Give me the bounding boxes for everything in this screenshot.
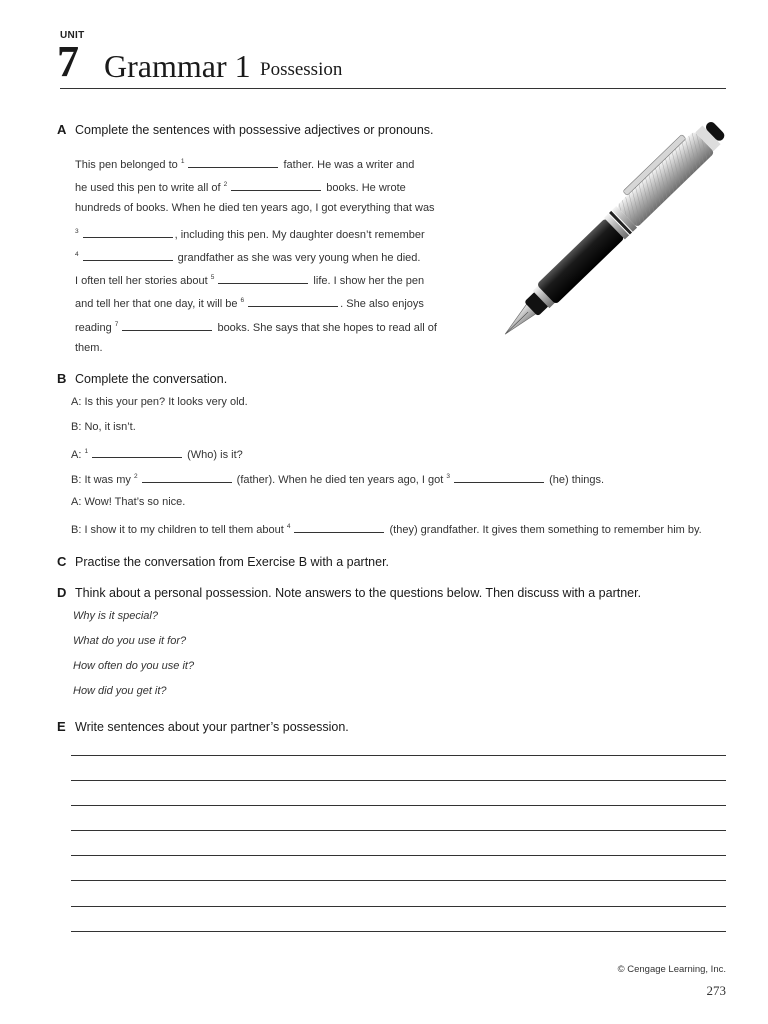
dialogue-line-5: A: Wow! That’s so nice. (71, 496, 186, 508)
writing-line[interactable] (71, 880, 726, 881)
section-a-line-7: and tell her that one day, it will be $^6$ . She also enjoys (75, 297, 424, 310)
unit-number: 7 (57, 37, 79, 86)
writing-line[interactable] (71, 830, 726, 831)
writing-line[interactable] (71, 755, 726, 756)
question-2: What do you use it for? (73, 635, 187, 647)
dialogue-line-1: A: Is this your pen? It looks very old. (71, 396, 248, 408)
answer-blank-a6[interactable] (248, 296, 338, 307)
header-divider (60, 88, 726, 89)
section-d-letter: D (57, 585, 67, 600)
writing-line[interactable] (71, 906, 726, 907)
copyright-notice: © Cengage Learning, Inc. (617, 964, 726, 975)
dialogue-line-3: A: $^1$ (Who) is it? (71, 448, 243, 461)
fountain-pen-image (468, 120, 758, 340)
section-d-instruction: Think about a personal possession. Note answers to the questions below. Then discuss with a partner. (75, 586, 642, 600)
answer-blank-a7[interactable] (122, 320, 212, 331)
writing-line[interactable] (71, 855, 726, 856)
answer-blank-b3[interactable] (454, 472, 544, 483)
page-title: Grammar 1 (104, 48, 251, 84)
section-b-instruction: Complete the conversation. (75, 372, 228, 386)
section-e-letter: E (57, 719, 66, 734)
dialogue-line-6: B: I show it to my children to tell them about $^4$ (they) grandfather. It gives them something to remember him by. (71, 523, 702, 536)
answer-blank-b2[interactable] (142, 472, 232, 483)
section-c-instruction: Practise the conversation from Exercise B with a partner. (75, 555, 390, 569)
page-subtitle: Possession (260, 59, 343, 80)
page-number: 273 (706, 983, 726, 998)
writing-line[interactable] (71, 805, 726, 806)
section-a-line-6: I often tell her stories about $^5$ life. I show her the pen (75, 274, 425, 287)
section-a-line-9: them. (75, 342, 103, 354)
writing-line[interactable] (71, 931, 726, 932)
section-a-line-3: hundreds of books. When he died ten years ago, I got everything that was (75, 202, 435, 214)
answer-blank-a2[interactable] (231, 180, 321, 191)
section-a-letter: A (57, 122, 67, 137)
writing-line[interactable] (71, 780, 726, 781)
section-b-letter: B (57, 371, 67, 386)
dialogue-line-4: B: It was my $^2$ (father). When he died ten years ago, I got $^3$ (he) things. (71, 473, 605, 486)
answer-blank-b1[interactable] (92, 447, 182, 458)
dialogue-line-2: B: No, it isn’t. (71, 421, 136, 433)
section-a-instruction: Complete the sentences with possessive adjectives or pronouns. (75, 123, 434, 137)
section-a-line-8: reading $^7$ books. She says that she hopes to read all of (75, 321, 437, 334)
section-a-line-5: $^4$ grandfather as she was very young when he died. (75, 251, 421, 264)
answer-blank-a1[interactable] (188, 157, 278, 168)
answer-blank-a5[interactable] (218, 273, 308, 284)
section-a-line-4: $^3$ , including this pen. My daughter doesn’t remember (75, 228, 425, 241)
answer-blank-a4[interactable] (83, 250, 173, 261)
question-3: How often do you use it? (73, 660, 195, 672)
answer-blank-b4[interactable] (294, 522, 384, 533)
section-a-line-2: he used this pen to write all of $^2$ books. He wrote (75, 181, 406, 194)
question-4: How did you get it? (73, 685, 167, 697)
unit-label: UNIT (60, 30, 85, 41)
section-e-instruction: Write sentences about your partner’s possession. (75, 720, 349, 734)
section-a-line-1: This pen belonged to $^1$ father. He was a writer and (75, 158, 415, 171)
answer-blank-a3[interactable] (83, 227, 173, 238)
question-1: Why is it special? (73, 610, 158, 622)
section-c-letter: C (57, 554, 67, 569)
